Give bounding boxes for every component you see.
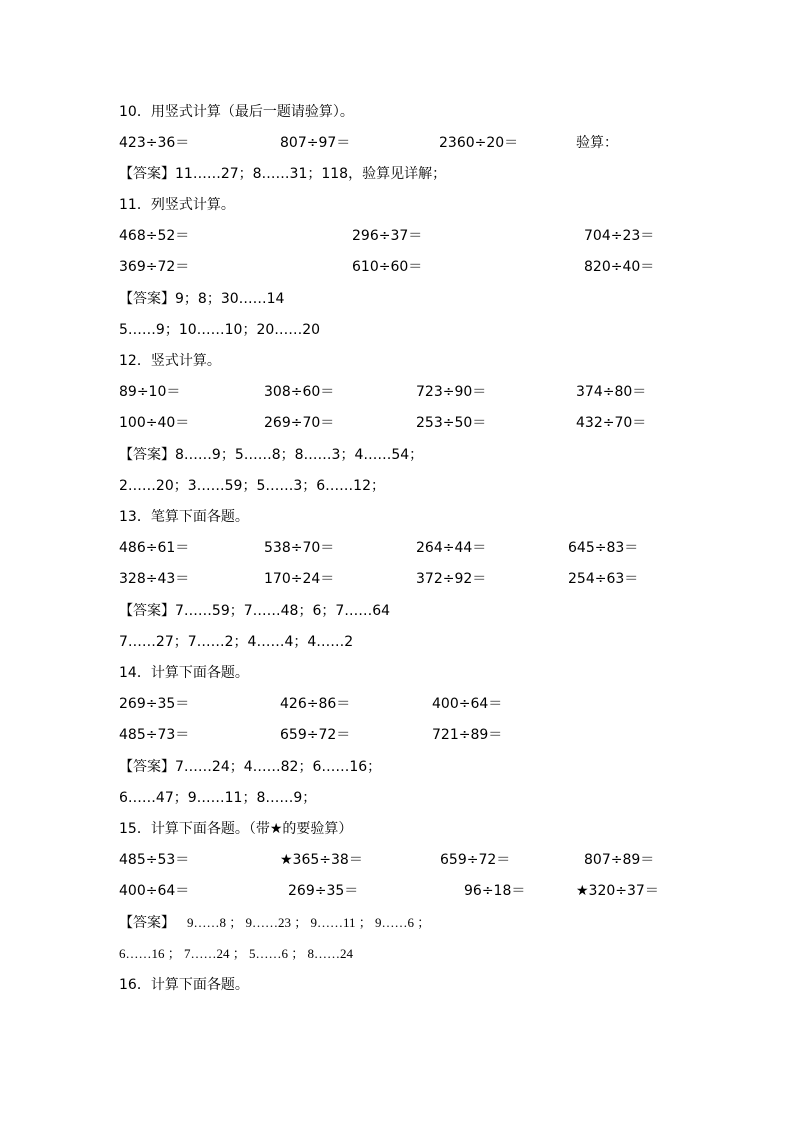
answer-line	[119, 787, 793, 809]
problem: 645÷83＝	[568, 540, 639, 556]
problem-row	[119, 225, 793, 247]
problem: 400÷64＝	[432, 696, 503, 712]
problem: 89÷10＝	[119, 384, 181, 400]
problem-row	[119, 880, 793, 902]
answer-text: 5……9；10……10；20……20	[119, 322, 321, 338]
question-13-title	[119, 506, 793, 528]
problem: 269÷35＝	[119, 696, 190, 712]
problem-row	[119, 724, 793, 746]
question-text: 15．计算下面各题。（带★的要验算）	[119, 821, 353, 837]
problem: 369÷72＝	[119, 259, 190, 275]
problem: 485÷53＝	[119, 852, 190, 868]
question-10-title	[119, 101, 793, 123]
problem: 538÷70＝	[264, 540, 335, 556]
problem: 253÷50＝	[416, 415, 487, 431]
answer-line	[119, 600, 793, 622]
problem: 807÷97＝	[280, 135, 351, 151]
answer-line	[119, 912, 793, 934]
answer-line	[119, 288, 793, 310]
problem: 308÷60＝	[264, 384, 335, 400]
problem-row	[119, 381, 793, 403]
problem: 610÷60＝	[352, 259, 423, 275]
problem: 96÷18＝	[464, 883, 526, 899]
problem: 400÷64＝	[119, 883, 190, 899]
problem-row	[119, 132, 793, 154]
problem: 328÷43＝	[119, 571, 190, 587]
answer-text: 9……8 ； 9……23 ； 9……11 ； 9……6 ；	[187, 915, 431, 930]
problem: 723÷90＝	[416, 384, 487, 400]
problem: 269÷70＝	[264, 415, 335, 431]
answer-line	[119, 631, 793, 653]
question-14-title	[119, 662, 793, 684]
problem: 372÷92＝	[416, 571, 487, 587]
question-text: 13．笔算下面各题。	[119, 509, 249, 525]
problem-row	[119, 693, 793, 715]
question-text: 10．用竖式计算（最后一题请验算）。	[119, 104, 354, 120]
answer-line	[119, 444, 793, 466]
problem: 100÷40＝	[119, 415, 190, 431]
problem-row	[119, 849, 793, 871]
problem: 485÷73＝	[119, 727, 190, 743]
problem: 659÷72＝	[280, 727, 351, 743]
question-16-title	[119, 974, 793, 996]
question-text: 11．列竖式计算。	[119, 197, 235, 213]
problem-starred: ★320÷37＝	[576, 883, 659, 899]
problem: 374÷80＝	[576, 384, 647, 400]
question-11-title	[119, 194, 793, 216]
answer-line	[119, 319, 793, 341]
problem: 269÷35＝	[288, 883, 359, 899]
verification-label: 验算：	[576, 135, 618, 151]
problem: 704÷23＝	[584, 228, 655, 244]
problem: 2360÷20＝	[439, 135, 519, 151]
answer-line	[119, 756, 793, 778]
answer-text: 【答案】7……24；4……82；6……16；	[119, 759, 382, 775]
problem: 426÷86＝	[280, 696, 351, 712]
problem: 296÷37＝	[352, 228, 423, 244]
problem-row	[119, 537, 793, 559]
question-text: 16．计算下面各题。	[119, 977, 249, 993]
question-15-title	[119, 818, 793, 840]
problem: 486÷61＝	[119, 540, 190, 556]
question-text: 12．竖式计算。	[119, 353, 221, 369]
answer-text: 6……47；9……11；8……9；	[119, 790, 317, 806]
problem: 423÷36＝	[119, 135, 190, 151]
problem: 254÷63＝	[568, 571, 639, 587]
problem: 170÷24＝	[264, 571, 335, 587]
problem-row	[119, 568, 793, 590]
problem: 659÷72＝	[440, 852, 511, 868]
answer-text: 6……16 ； 7……24 ； 5……6 ； 8……24	[119, 946, 354, 961]
question-12-title	[119, 350, 793, 372]
answer-line	[119, 475, 793, 497]
problem: 807÷89＝	[584, 852, 655, 868]
problem: 820÷40＝	[584, 259, 655, 275]
answer-text: 【答案】8……9；5……8；8……3；4……54；	[119, 447, 424, 463]
problem: 468÷52＝	[119, 228, 190, 244]
answer-text: 【答案】7……59；7……48；6；7……64	[119, 603, 391, 619]
answer-line	[119, 943, 793, 965]
problem-row	[119, 256, 793, 278]
answer-text: 【答案】9；8；30……14	[119, 291, 285, 307]
question-text: 14．计算下面各题。	[119, 665, 249, 681]
answer-text: 【答案】11……27；8……31；118，验算见详解；	[119, 166, 447, 182]
problem-row	[119, 412, 793, 434]
problem: 432÷70＝	[576, 415, 647, 431]
problem: 264÷44＝	[416, 540, 487, 556]
answer-text: 2……20；3……59；5……3；6……12；	[119, 478, 385, 494]
answer-line	[119, 163, 793, 185]
answer-label: 【答案】	[119, 915, 175, 931]
problem: 721÷89＝	[432, 727, 503, 743]
problem-starred: ★365÷38＝	[280, 852, 363, 868]
answer-text: 7……27；7……2；4……4；4……2	[119, 634, 354, 650]
